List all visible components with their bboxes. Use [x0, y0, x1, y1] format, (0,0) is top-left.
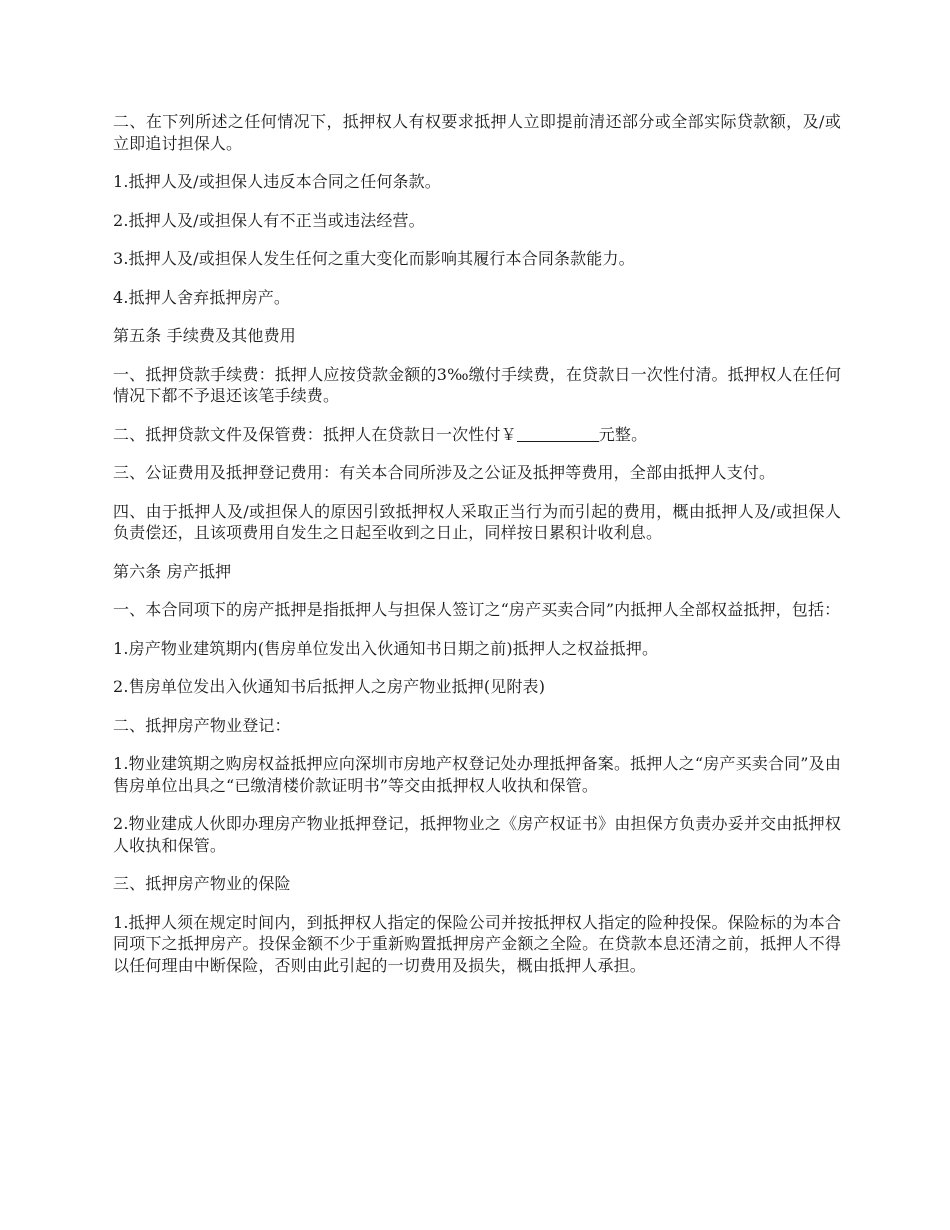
paragraph-item-4: 4.抵押人舍弃抵押房产。	[113, 287, 291, 307]
paragraph-notary-fee: 三、公证费用及抵押登记费用：有关本合同所涉及之公证及抵押等费用，全部由抵押人支付。	[113, 463, 776, 482]
paragraph-insurance-item-1: 1.抵押人须在规定时间内，到抵押权人指定的保险公司并按抵押权人指定的险种投保。保险标的为本合同项下之抵押房产。投保金额不少于重新购置抵押房产金额之全险。在贷款本息还清之前，抵押人不得以任何理由中断保险，否则由此引起的一切费用及损失，概由抵押人承担。	[113, 912, 841, 975]
article-5-heading: 第五条 手续费及其他费用	[113, 326, 296, 345]
custody-fee-text: 二、抵押贷款文件及保管费：抵押人在贷款日一次性付￥	[113, 424, 517, 444]
custody-fee-suffix: 元整。	[598, 424, 648, 444]
article-6-heading: 第六条 房产抵押	[113, 561, 232, 581]
document-body	[113, 111, 841, 993]
paragraph-item-1: 1.抵押人及/或担保人违反本合同之任何条款。	[113, 172, 441, 191]
paragraph-mortgage-item-2: 2.售房单位发出入伙通知书后抵押人之房产物业抵押(见附表)	[113, 677, 546, 696]
paragraph-expense-liability: 四、由于抵押人及/或担保人的原因引致抵押权人采取正当行为而引起的费用，概由抵押人及/或担保人负责偿还，且该项费用自发生之日起至收到之日止，同样按日累积计收利息。	[113, 501, 841, 542]
paragraph-item-2: 2.抵押人及/或担保人有不正当或违法经营。	[113, 210, 425, 230]
paragraph-early-repayment-clause: 二、在下列所述之任何情况下，抵押权人有权要求抵押人立即提前清还部分或全部实际贷款额，及/或立即追讨担保人。	[113, 112, 841, 153]
paragraph-handling-fee: 一、抵押贷款手续费：抵押人应按贷款金额的3‰缴付手续费，在贷款日一次性付清。抵押权人在任何情况下都不予退还该笔手续费。	[113, 364, 841, 405]
paragraph-mortgage-definition: 一、本合同项下的房产抵押是指抵押人与担保人签订之“房产买卖合同”内抵押人全部权益抵押，包括：	[113, 600, 841, 619]
section-registration-heading: 二、抵押房产物业登记：	[113, 715, 291, 735]
paragraph-custody-fee	[113, 424, 841, 446]
paragraph-registration-item-2: 2.物业建成人伙即办理房产物业抵押登记，抵押物业之《房产权证书》由担保方负责办妥并交由抵押权人收执和保管。	[113, 814, 841, 855]
section-insurance-heading: 三、抵押房产物业的保险	[113, 874, 291, 893]
amount-blank-line	[517, 426, 599, 442]
paragraph-registration-item-1: 1.物业建筑期之购房权益抵押应向深圳市房地产权登记处办理抵押备案。抵押人之“房产买卖合同”及由售房单位出具之“已缴清楼价款证明书”等交由抵押权人收执和保管。	[113, 754, 841, 795]
paragraph-item-3: 3.抵押人及/或担保人发生任何之重大变化而影响其履行本合同条款能力。	[113, 249, 635, 268]
paragraph-mortgage-item-1: 1.房产物业建筑期内(售房单位发出入伙通知书日期之前)抵押人之权益抵押。	[113, 638, 659, 658]
